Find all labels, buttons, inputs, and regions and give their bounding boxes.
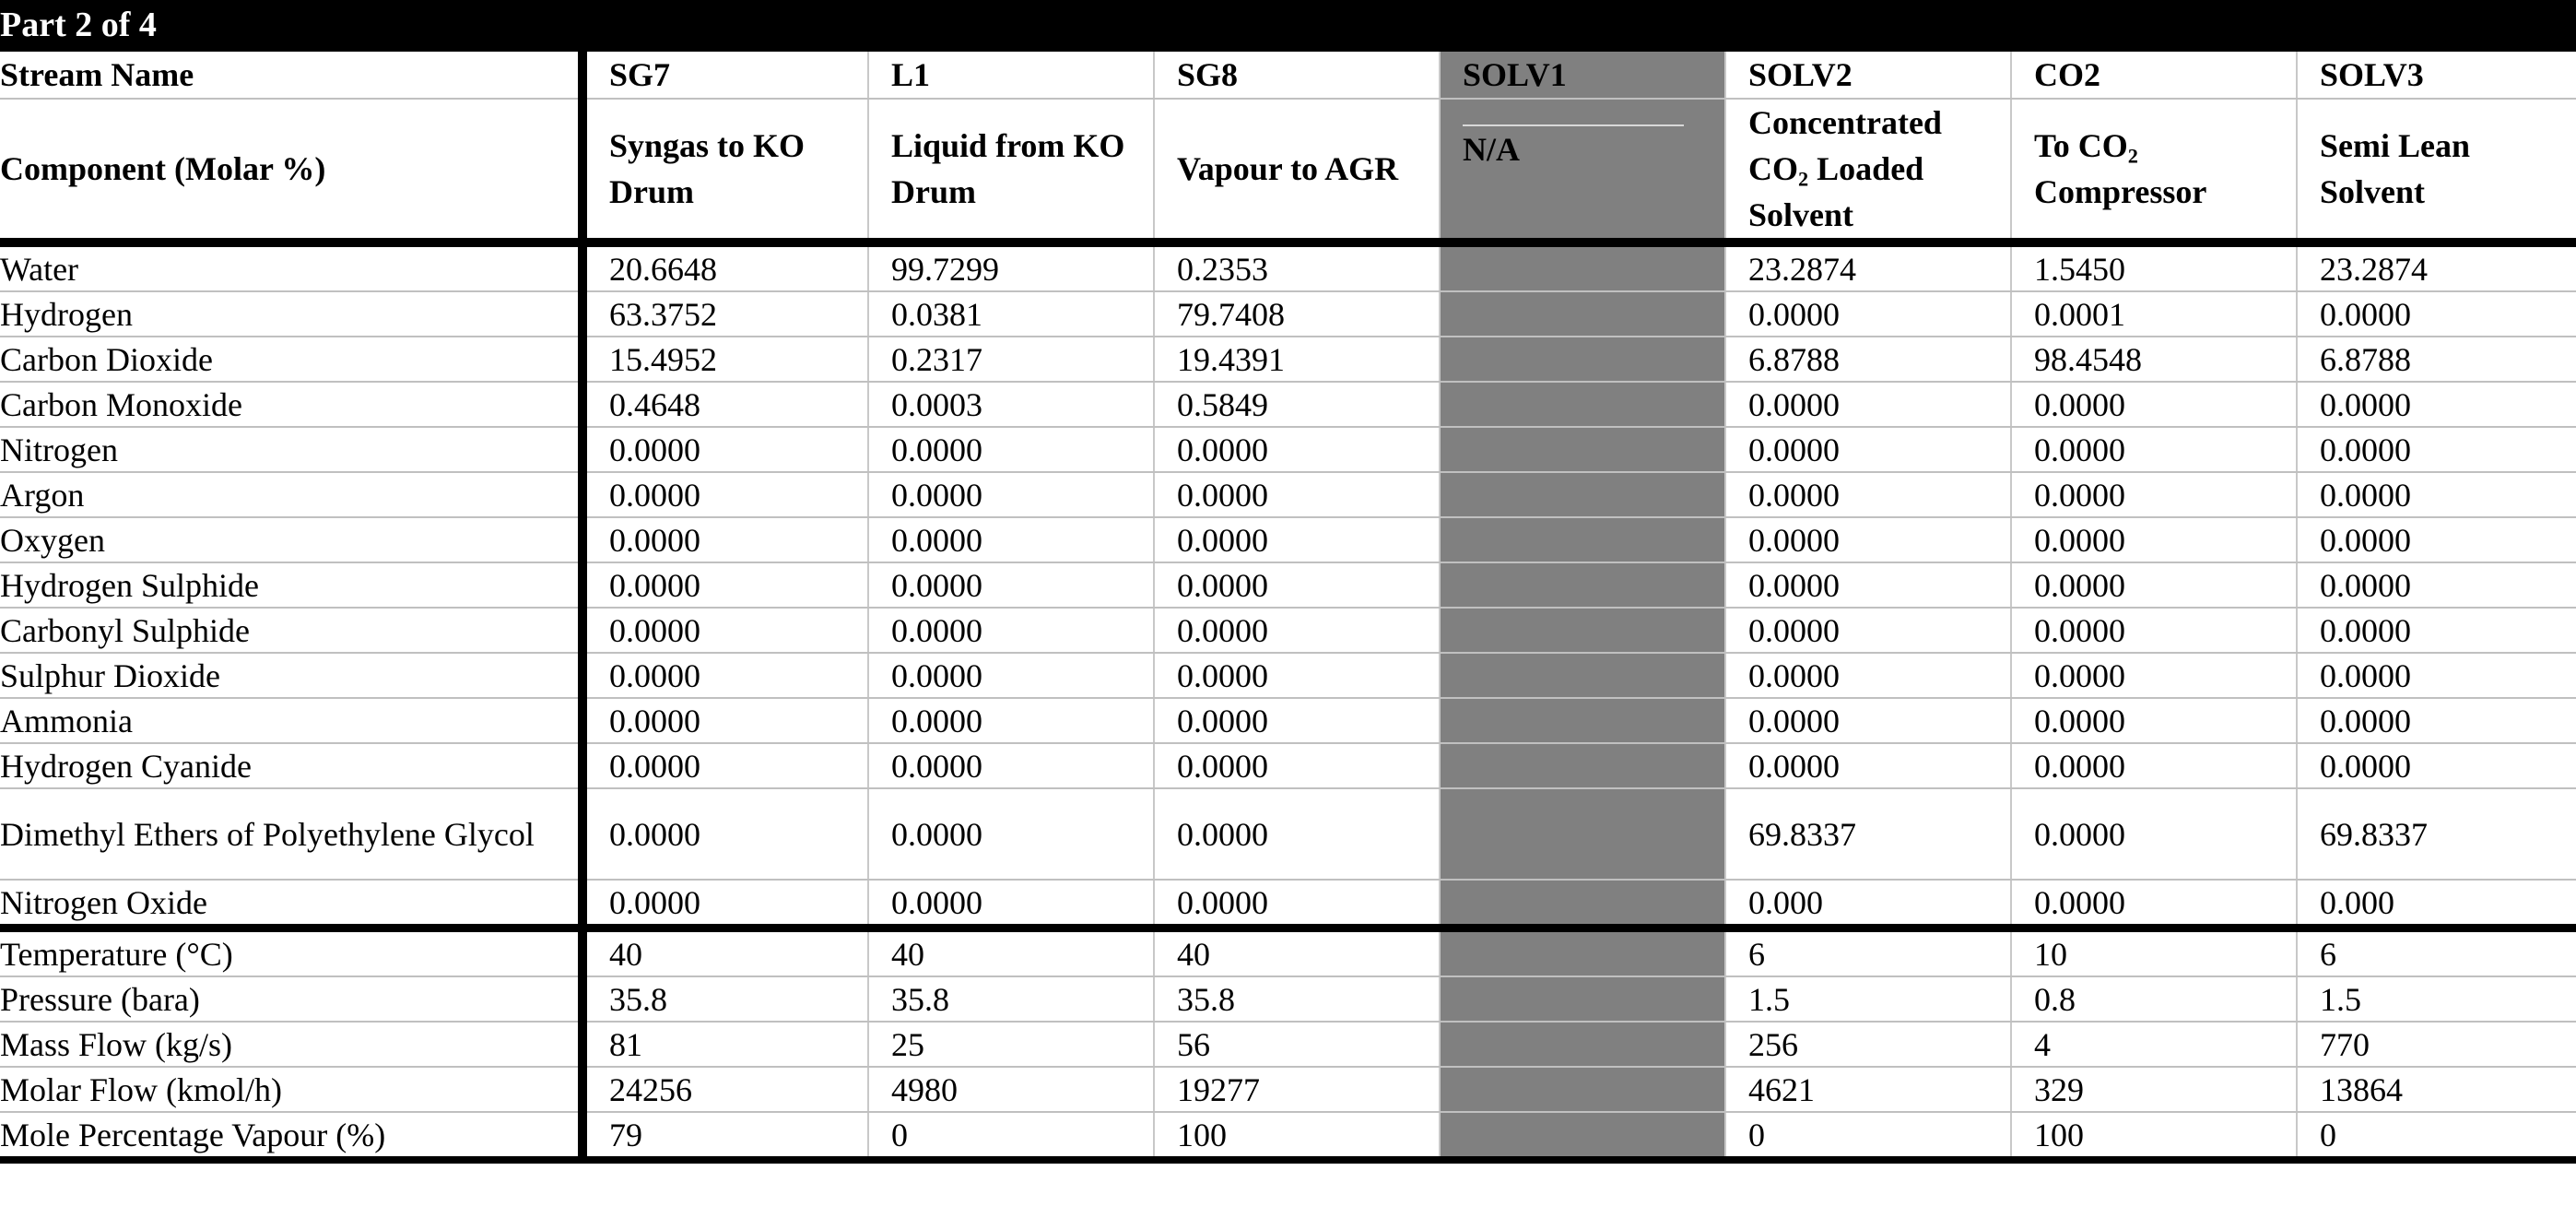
value-cell: 0.0000 xyxy=(582,427,868,472)
value-cell: 79.7408 xyxy=(1154,291,1440,337)
value-cell: 69.8337 xyxy=(2297,788,2576,880)
value-cell: 0.0000 xyxy=(2297,427,2576,472)
row-label: Oxygen xyxy=(0,517,582,562)
value-cell xyxy=(1440,382,1725,427)
value-cell: 0.0000 xyxy=(1154,698,1440,743)
value-cell: 35.8 xyxy=(582,976,868,1022)
value-cell: 0.0000 xyxy=(1154,880,1440,928)
value-cell: 63.3752 xyxy=(582,291,868,337)
value-cell: 0.0000 xyxy=(2011,880,2297,928)
property-row xyxy=(0,976,2576,1022)
value-cell: 0.0000 xyxy=(2011,788,2297,880)
value-cell: 256 xyxy=(1725,1022,2011,1067)
value-cell: 0.0000 xyxy=(2297,653,2576,698)
value-cell: 20.6648 xyxy=(582,242,868,291)
value-cell xyxy=(1440,698,1725,743)
table-title-bar xyxy=(0,0,2576,52)
value-cell: 0.8 xyxy=(2011,976,2297,1022)
value-cell: 0.0000 xyxy=(1725,427,2011,472)
value-cell: 19.4391 xyxy=(1154,337,1440,382)
value-cell: 329 xyxy=(2011,1067,2297,1112)
stream-description-cell: Vapour to AGR xyxy=(1154,99,1440,242)
value-cell: 0.0000 xyxy=(582,698,868,743)
row-label: Temperature (°C) xyxy=(0,928,582,977)
value-cell: 0.0000 xyxy=(2297,743,2576,788)
stream-name-cell: L1 xyxy=(868,52,1154,99)
value-cell: 0.0000 xyxy=(2297,472,2576,517)
stream-table xyxy=(0,52,2576,1164)
row-label: Hydrogen xyxy=(0,291,582,337)
value-cell: 4621 xyxy=(1725,1067,2011,1112)
stream-name-cell: SOLV3 xyxy=(2297,52,2576,99)
value-cell: 0.0000 xyxy=(868,517,1154,562)
row-label: Mass Flow (kg/s) xyxy=(0,1022,582,1067)
value-cell: 81 xyxy=(582,1022,868,1067)
stream-description-cell: Semi Lean Solvent xyxy=(2297,99,2576,242)
value-cell xyxy=(1440,517,1725,562)
row-label: Carbon Monoxide xyxy=(0,382,582,427)
row-label: Hydrogen Cyanide xyxy=(0,743,582,788)
value-cell: 0.5849 xyxy=(1154,382,1440,427)
value-cell: 6.8788 xyxy=(1725,337,2011,382)
value-cell: 0.0000 xyxy=(2011,517,2297,562)
component-row xyxy=(0,517,2576,562)
row-label: Dimethyl Ethers of Polyethylene Glycol xyxy=(0,788,582,880)
value-cell: 99.7299 xyxy=(868,242,1154,291)
component-row xyxy=(0,472,2576,517)
value-cell: 0.0000 xyxy=(1154,562,1440,608)
component-row xyxy=(0,562,2576,608)
property-row xyxy=(0,1067,2576,1112)
value-cell xyxy=(1440,427,1725,472)
value-cell: 0.0000 xyxy=(2011,562,2297,608)
value-cell: 0.0000 xyxy=(2297,608,2576,653)
value-cell: 0.0000 xyxy=(1154,472,1440,517)
stream-description-cell: Syngas to KO Drum xyxy=(582,99,868,242)
value-cell: 0.0000 xyxy=(2297,517,2576,562)
component-row xyxy=(0,608,2576,653)
value-cell: 19277 xyxy=(1154,1067,1440,1112)
value-cell xyxy=(1440,242,1725,291)
value-cell: 6 xyxy=(2297,928,2576,977)
value-cell: 10 xyxy=(2011,928,2297,977)
stream-description-cell: To $CO_2$ Compressor xyxy=(2011,99,2297,242)
stream-name-row xyxy=(0,52,2576,99)
value-cell: 1.5450 xyxy=(2011,242,2297,291)
value-cell: 0.0000 xyxy=(868,788,1154,880)
value-cell: 0.0000 xyxy=(868,562,1154,608)
stream-description-cell: Liquid from KO Drum xyxy=(868,99,1154,242)
value-cell xyxy=(1440,1112,1725,1160)
component-row xyxy=(0,291,2576,337)
component-row xyxy=(0,337,2576,382)
stream-description-row xyxy=(0,99,2576,242)
row-label: Molar Flow (kmol/h) xyxy=(0,1067,582,1112)
value-cell: 4980 xyxy=(868,1067,1154,1112)
value-cell: 23.2874 xyxy=(1725,242,2011,291)
value-cell: 0.0000 xyxy=(1725,698,2011,743)
value-cell: 0.000 xyxy=(2297,880,2576,928)
property-row xyxy=(0,928,2576,977)
component-row xyxy=(0,653,2576,698)
row-label: Nitrogen xyxy=(0,427,582,472)
value-cell xyxy=(1440,472,1725,517)
value-cell: 0.0000 xyxy=(868,743,1154,788)
value-cell xyxy=(1440,880,1725,928)
row-label: Carbonyl Sulphide xyxy=(0,608,582,653)
value-cell: 25 xyxy=(868,1022,1154,1067)
stream-name-cell: SG7 xyxy=(582,52,868,99)
row-label: Carbon Dioxide xyxy=(0,337,582,382)
stream-name-label: Stream Name xyxy=(0,52,582,99)
value-cell: 0.0000 xyxy=(2297,291,2576,337)
value-cell: 0.0000 xyxy=(1725,291,2011,337)
value-cell: 0.0000 xyxy=(1725,653,2011,698)
value-cell: 0.0000 xyxy=(868,427,1154,472)
value-cell: 0.0000 xyxy=(868,472,1154,517)
value-cell: 24256 xyxy=(582,1067,868,1112)
value-cell: 0 xyxy=(1725,1112,2011,1160)
value-cell xyxy=(1440,1067,1725,1112)
value-cell: 0.0000 xyxy=(2011,427,2297,472)
value-cell: 0.0000 xyxy=(2011,608,2297,653)
value-cell: 1.5 xyxy=(1725,976,2011,1022)
value-cell: 98.4548 xyxy=(2011,337,2297,382)
component-header-label: Component (Molar %) xyxy=(0,99,582,242)
value-cell: 0.0000 xyxy=(1154,517,1440,562)
value-cell: 0.0000 xyxy=(2297,562,2576,608)
stream-name-cell: SG8 xyxy=(1154,52,1440,99)
value-cell xyxy=(1440,291,1725,337)
stream-name-cell: SOLV2 xyxy=(1725,52,2011,99)
value-cell xyxy=(1440,743,1725,788)
value-cell: 0 xyxy=(2297,1112,2576,1160)
row-label: Sulphur Dioxide xyxy=(0,653,582,698)
component-row xyxy=(0,427,2576,472)
value-cell: 0.0000 xyxy=(1154,743,1440,788)
value-cell: 0.2353 xyxy=(1154,242,1440,291)
value-cell: 0.0000 xyxy=(2011,653,2297,698)
row-label: Ammonia xyxy=(0,698,582,743)
value-cell: 0.0000 xyxy=(582,472,868,517)
stream-name-cell: CO2 xyxy=(2011,52,2297,99)
value-cell: 6.8788 xyxy=(2297,337,2576,382)
value-cell xyxy=(1440,653,1725,698)
value-cell xyxy=(1440,976,1725,1022)
value-cell: 13864 xyxy=(2297,1067,2576,1112)
value-cell: 770 xyxy=(2297,1022,2576,1067)
value-cell: 0.0000 xyxy=(1725,517,2011,562)
component-row xyxy=(0,698,2576,743)
value-cell: 0.0000 xyxy=(582,653,868,698)
value-cell xyxy=(1440,1022,1725,1067)
value-cell: 0.0000 xyxy=(1154,427,1440,472)
value-cell xyxy=(1440,928,1725,977)
value-cell: 0.0000 xyxy=(582,608,868,653)
value-cell: 0.0000 xyxy=(2011,698,2297,743)
value-cell: 1.5 xyxy=(2297,976,2576,1022)
value-cell: 0.4648 xyxy=(582,382,868,427)
value-cell xyxy=(1440,562,1725,608)
value-cell: 100 xyxy=(2011,1112,2297,1160)
value-cell: 40 xyxy=(582,928,868,977)
value-cell: 0.0000 xyxy=(868,653,1154,698)
value-cell: 35.8 xyxy=(868,976,1154,1022)
value-cell: 6 xyxy=(1725,928,2011,977)
value-cell: 0.0000 xyxy=(1725,472,2011,517)
row-label: Hydrogen Sulphide xyxy=(0,562,582,608)
value-cell: 0.0000 xyxy=(2011,743,2297,788)
value-cell: 0.0000 xyxy=(868,608,1154,653)
value-cell: 79 xyxy=(582,1112,868,1160)
component-row xyxy=(0,788,2576,880)
value-cell: 40 xyxy=(1154,928,1440,977)
value-cell: 0.0000 xyxy=(582,743,868,788)
value-cell: 0.0000 xyxy=(1725,382,2011,427)
value-cell: 15.4952 xyxy=(582,337,868,382)
value-cell: 0.000 xyxy=(1725,880,2011,928)
value-cell: 35.8 xyxy=(1154,976,1440,1022)
value-cell: 40 xyxy=(868,928,1154,977)
value-cell: 0.0000 xyxy=(582,788,868,880)
value-cell: 0 xyxy=(868,1112,1154,1160)
value-cell: 0.0000 xyxy=(1725,562,2011,608)
value-cell: 0.0001 xyxy=(2011,291,2297,337)
value-cell: 0.0000 xyxy=(868,698,1154,743)
value-cell: 23.2874 xyxy=(2297,242,2576,291)
stream-name-cell: SOLV1 xyxy=(1440,52,1725,99)
value-cell xyxy=(1440,608,1725,653)
value-cell: 56 xyxy=(1154,1022,1440,1067)
value-cell: 0.0000 xyxy=(1725,743,2011,788)
value-cell: 0.0000 xyxy=(1725,608,2011,653)
component-row xyxy=(0,743,2576,788)
value-cell: 0.0000 xyxy=(2297,698,2576,743)
value-cell: 0.0000 xyxy=(582,517,868,562)
value-cell: 0.0000 xyxy=(1154,608,1440,653)
row-label: Nitrogen Oxide xyxy=(0,880,582,928)
component-row xyxy=(0,382,2576,427)
component-row xyxy=(0,242,2576,291)
row-label: Mole Percentage Vapour (%) xyxy=(0,1112,582,1160)
property-row xyxy=(0,1112,2576,1160)
value-cell: 0.2317 xyxy=(868,337,1154,382)
value-cell: 0.0000 xyxy=(1154,653,1440,698)
property-row xyxy=(0,1022,2576,1067)
compressor-word: Compressor xyxy=(2034,173,2207,210)
row-label: Argon xyxy=(0,472,582,517)
value-cell: 0.0000 xyxy=(2011,382,2297,427)
value-cell: 0.0000 xyxy=(2297,382,2576,427)
value-cell: 69.8337 xyxy=(1725,788,2011,880)
value-cell: 0.0000 xyxy=(2011,472,2297,517)
row-label: Pressure (bara) xyxy=(0,976,582,1022)
value-cell: 0.0000 xyxy=(582,880,868,928)
value-cell: 0.0000 xyxy=(582,562,868,608)
value-cell: 0.0000 xyxy=(868,880,1154,928)
stream-description-cell: Concentrated $CO_2$ Loaded Solvent xyxy=(1725,99,2011,242)
row-label: Water xyxy=(0,242,582,291)
stream-description-cell-na: N/A xyxy=(1440,99,1725,242)
value-cell: 100 xyxy=(1154,1112,1440,1160)
component-row xyxy=(0,880,2576,928)
value-cell: 0.0003 xyxy=(868,382,1154,427)
value-cell: 0.0000 xyxy=(1154,788,1440,880)
value-cell xyxy=(1440,788,1725,880)
table-title: Part 2 of 4 xyxy=(0,6,157,44)
value-cell: 4 xyxy=(2011,1022,2297,1067)
value-cell: 0.0381 xyxy=(868,291,1154,337)
value-cell xyxy=(1440,337,1725,382)
